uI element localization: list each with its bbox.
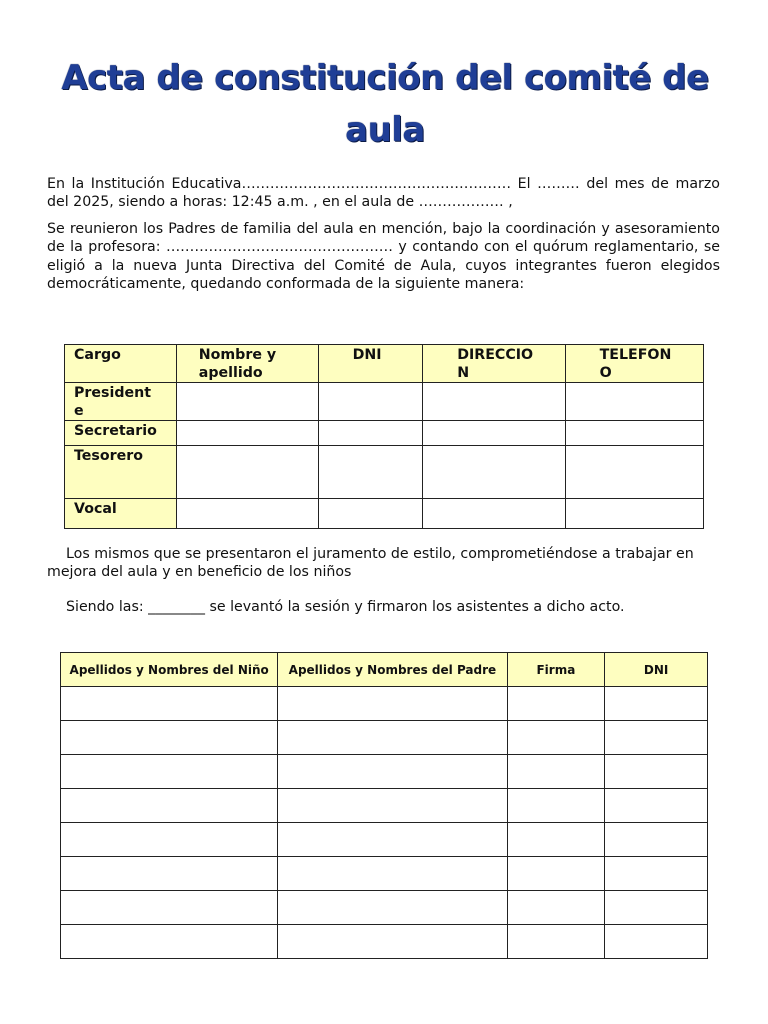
table-row [61,925,708,959]
input-cell[interactable] [507,891,605,925]
input-cell[interactable] [318,499,423,529]
input-cell[interactable] [507,789,605,823]
input-cell[interactable] [61,789,278,823]
header-nombre: Nombre y apellido [176,345,318,383]
input-cell[interactable] [605,925,708,959]
closing-text: Siendo las: ________ se levantó la sesión y firmaron los asistentes a dicho acto. [66,599,625,615]
input-cell[interactable] [61,925,278,959]
header-padre: Apellidos y Nombres del Padre [278,653,507,687]
input-cell[interactable] [176,446,318,499]
input-cell[interactable] [423,446,565,499]
input-cell[interactable] [605,755,708,789]
cargo-tesorero: Tesorero [65,446,177,499]
input-cell[interactable] [423,499,565,529]
header-dni: DNI [605,653,708,687]
table-row [61,857,708,891]
input-cell[interactable] [278,857,507,891]
committee-header-row [65,345,704,383]
input-cell[interactable] [278,755,507,789]
input-cell[interactable] [605,687,708,721]
input-cell[interactable] [61,755,278,789]
input-cell[interactable] [507,857,605,891]
input-cell[interactable] [278,789,507,823]
input-cell[interactable] [61,687,278,721]
input-cell[interactable] [278,925,507,959]
oath-paragraph [47,545,720,582]
table-row [61,891,708,925]
header-telefono: TELEFON O [565,345,703,383]
input-cell[interactable] [507,721,605,755]
input-cell[interactable] [507,687,605,721]
input-cell[interactable] [61,891,278,925]
input-cell[interactable] [423,383,565,421]
input-cell[interactable] [605,891,708,925]
input-cell[interactable] [507,925,605,959]
oath-text: Los mismos que se presentaron el juramento de estilo, comprometiéndose a trabajar en mejora del aula y en beneficio de los niños [47,546,694,581]
input-cell[interactable] [318,383,423,421]
cargo-vocal: Vocal [65,499,177,529]
header-cargo: Cargo [65,345,177,383]
input-cell[interactable] [605,857,708,891]
table-row [61,755,708,789]
input-cell[interactable] [278,891,507,925]
input-cell[interactable] [605,789,708,823]
input-cell[interactable] [605,823,708,857]
input-cell[interactable] [176,383,318,421]
table-row [65,421,704,446]
input-cell[interactable] [176,421,318,446]
header-dni: DNI [318,345,423,383]
table-row [65,499,704,529]
input-cell[interactable] [507,823,605,857]
table-row [61,823,708,857]
input-cell[interactable] [61,721,278,755]
input-cell[interactable] [176,499,318,529]
intro-paragraph: En la Institución Educativa………………………………………………… El ……… del mes de marzo del 2025, siendo a horas: 12:45 a.m. , en el aula de ……………… , [47,176,720,211]
input-cell[interactable] [565,446,703,499]
input-cell[interactable] [61,823,278,857]
meeting-paragraph: Se reunieron los Padres de familia del aula en mención, bajo la coordinación y asesoramiento de la profesora: ………………………………………… y contando con el quórum reglamentario, se eligió a la nueva Junta Directiva del Comité de Aula, cuyos integrantes fueron elegidos democráticamente, quedando conformada de la siguiente manera: [47,221,720,293]
input-cell[interactable] [61,857,278,891]
header-nino: Apellidos y Nombres del Niño [61,653,278,687]
input-cell[interactable] [318,421,423,446]
input-cell[interactable] [278,687,507,721]
cargo-secretario: Secretario [65,421,177,446]
attendance-header-row [61,653,708,687]
attendance-table [60,652,708,959]
table-row [61,789,708,823]
input-cell[interactable] [565,383,703,421]
input-cell[interactable] [605,721,708,755]
table-row [61,721,708,755]
input-cell[interactable] [565,499,703,529]
input-cell[interactable] [507,755,605,789]
cargo-presidente: President e [65,383,177,421]
table-row [65,383,704,421]
input-cell[interactable] [318,446,423,499]
header-firma: Firma [507,653,605,687]
input-cell[interactable] [565,421,703,446]
table-row [61,687,708,721]
header-direccion: DIRECCIO N [423,345,565,383]
input-cell[interactable] [278,823,507,857]
closing-paragraph [47,598,720,616]
document-title: Acta de constitución del comité de aula [61,58,709,150]
committee-table [64,344,704,529]
table-row [65,446,704,499]
input-cell[interactable] [278,721,507,755]
input-cell[interactable] [423,421,565,446]
